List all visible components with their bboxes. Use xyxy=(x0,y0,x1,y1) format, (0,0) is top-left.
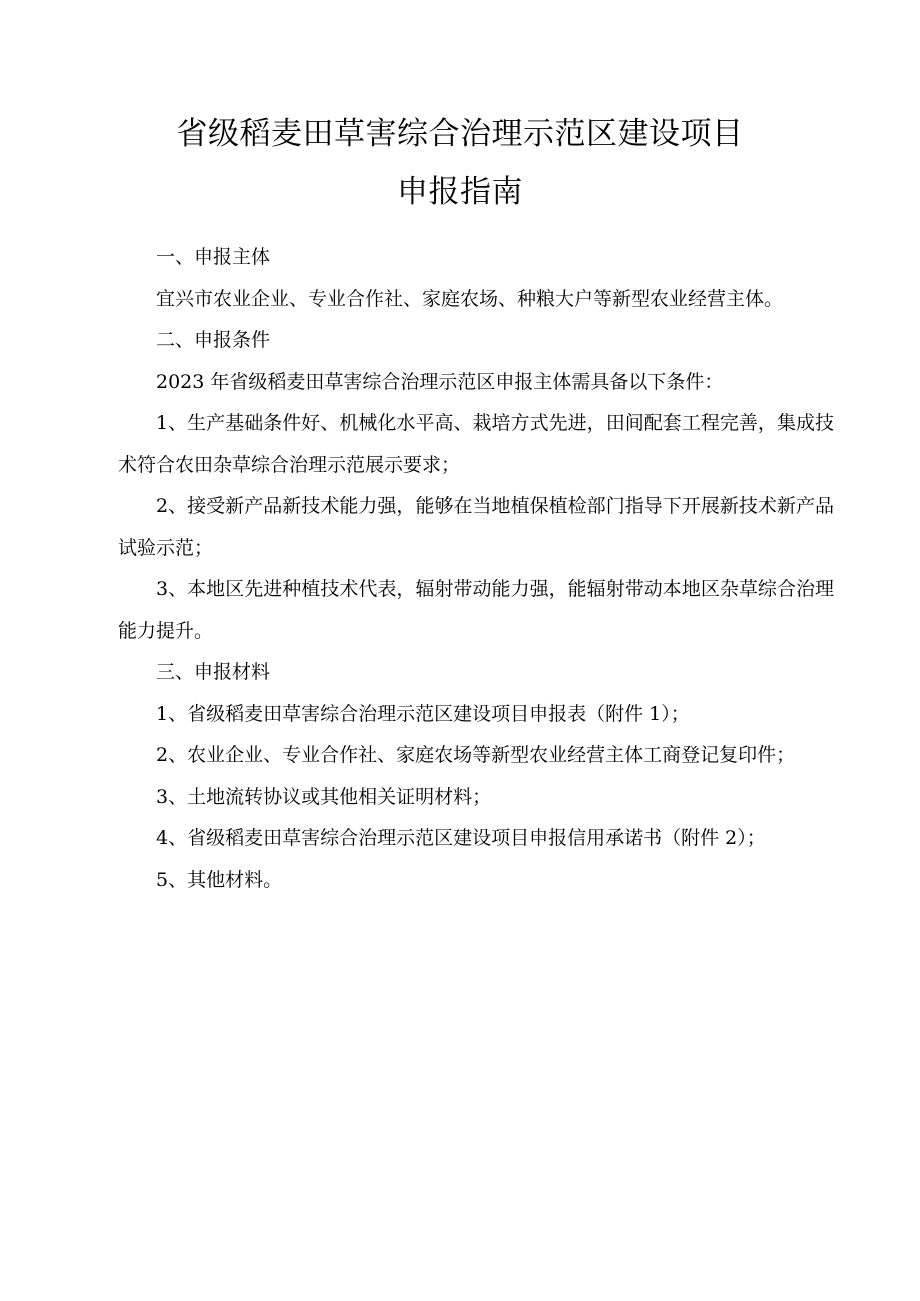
paragraph-material-5: 5、其他材料。 xyxy=(156,868,283,891)
paragraph-material-2: 2、农业企业、专业合作社、家庭农场等新型农业经营主体工商登记复印件； xyxy=(156,744,796,766)
document-title-line-2: 申报指南 xyxy=(397,174,523,210)
paragraph-conditions-intro: 2023 年省级稻麦田草害综合治理示范区申报主体需具备以下条件： xyxy=(156,370,724,393)
paragraph-condition-2: 2、接受新产品新技术能力强，能够在当地植保植检部门指导下开展新技术新产品试验示范； xyxy=(118,495,834,559)
paragraph-applicant: 宜兴市农业企业、专业合作社、家庭农场、种粮大户等新型农业经营主体。 xyxy=(156,287,784,310)
section-heading-applicant: 一、申报主体 xyxy=(156,246,271,268)
paragraph-material-1: 1、省级稻麦田草害综合治理示范区建设项目申报表（附件 1）； xyxy=(156,702,690,725)
document-body xyxy=(118,237,834,901)
section-heading-conditions: 二、申报条件 xyxy=(156,329,271,351)
section-heading-materials: 三、申报材料 xyxy=(156,661,271,683)
paragraph-condition-3: 3、本地区先进种植技术代表，辐射带动能力强，能辐射带动本地区杂草综合治理能力提升。 xyxy=(118,578,834,642)
paragraph-condition-1: 1、生产基础条件好、机械化水平高、栽培方式先进，田间配套工程完善，集成技术符合农田杂草综合治理示范展示要求； xyxy=(118,412,834,476)
paragraph-material-4: 4、省级稻麦田草害综合治理示范区建设项目申报信用承诺书（附件 2）； xyxy=(156,827,766,849)
paragraph-material-3: 3、土地流转协议或其他相关证明材料； xyxy=(156,785,492,808)
document-title-line-1: 省级稻麦田草害综合治理示范区建设项目 xyxy=(176,116,744,152)
